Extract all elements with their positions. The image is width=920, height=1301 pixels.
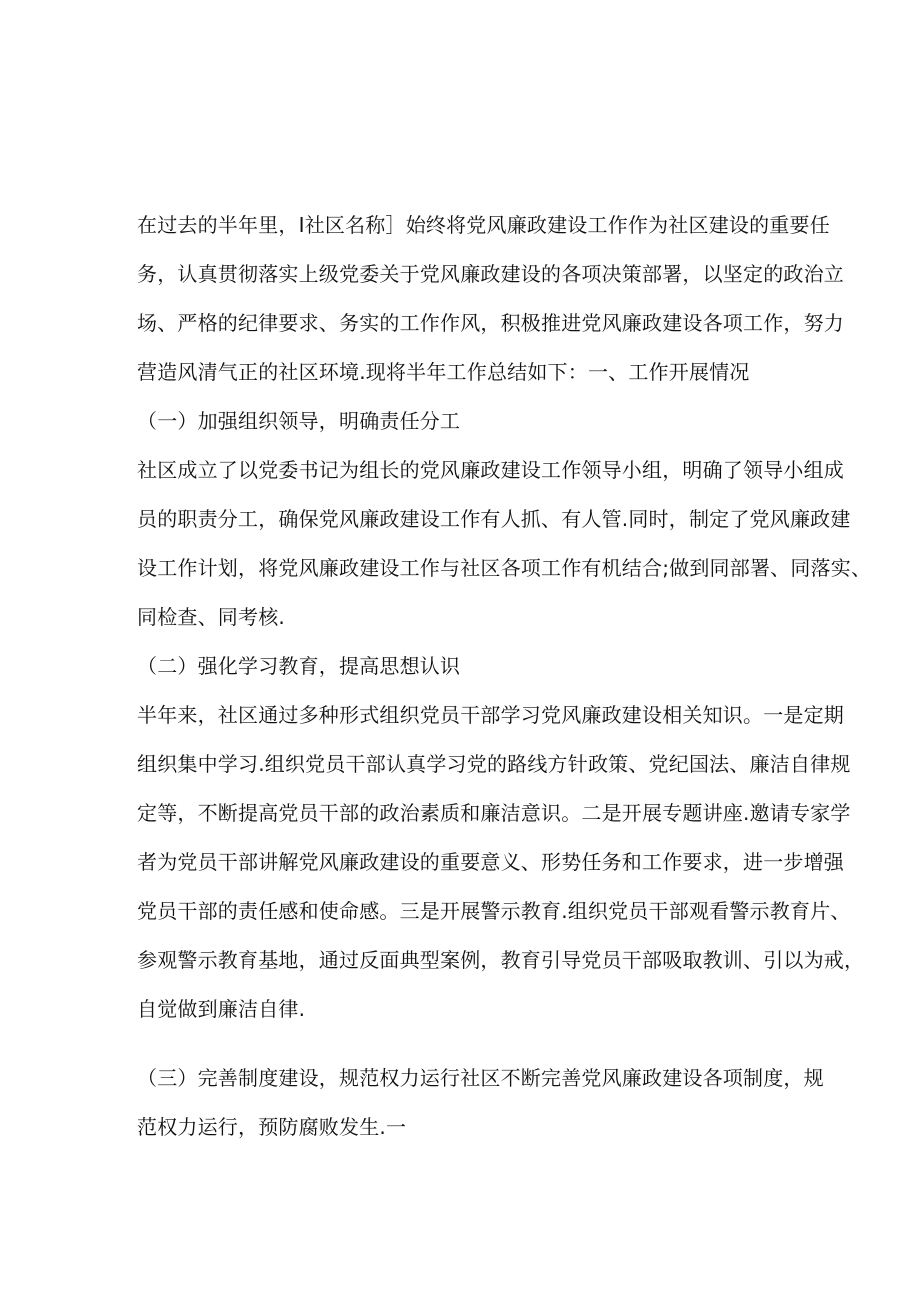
paragraph-3-line-4: 者为党员干部讲解党风廉政建设的重要意义、形势任务和工作要求，进一步增强 — [137, 850, 844, 874]
paragraph-3-line-3: 定等，不断提高党员干部的政治素质和廉洁意识。二是开展专题讲座.邀请专家学 — [137, 801, 851, 825]
paragraph-3-line-6: 参观警示教育基地，通过反面典型案例，教育引导党员干部吸取教训、引以为戒， — [137, 948, 865, 972]
paragraph-2-line-2: 员的职责分工，确保党风廉政建设工作有人抓、有人管.同时，制定了党风廉政建 — [137, 507, 851, 531]
paragraph-3-line-5: 党员干部的责任感和使命感。三是开展警示教育.组织党员干部观看警示教育片、 — [137, 899, 851, 923]
paragraph-3-line-1: 半年来，社区通过多种形式组织党员干部学习党风廉政建设相关知识。一是定期 — [137, 703, 844, 727]
paragraph-2-line-4: 同检查、同考核. — [137, 605, 285, 629]
paragraph-2-line-1: 社区成立了以党委书记为组长的党风廉政建设工作领导小组，明确了领导小组成 — [137, 458, 844, 482]
paragraph-1-line-1: 在过去的半年里，I社区名称］始终将党风廉政建设工作作为社区建设的重要任 — [137, 213, 830, 237]
paragraph-4-line-2: 范权力运行，预防腐败发生.一 — [137, 1115, 407, 1139]
section-heading-1: （一）加强组织领导，明确责任分工 — [137, 409, 461, 433]
paragraph-3-line-7: 自觉做到廉洁自律. — [137, 997, 306, 1021]
paragraph-3-line-2: 组织集中学习.组织党员干部认真学习党的路线方针政策、党纪国法、廉洁自律规 — [137, 752, 851, 776]
paragraph-1-line-3: 场、严格的纪律要求、务实的工作作风，积极推进党风廉政建设各项工作，努力 — [137, 311, 844, 335]
section-heading-2: （二）强化学习教育，提高思想认识 — [137, 654, 461, 678]
paragraph-4-line-1: （三）完善制度建设，规范权力运行社区不断完善党风廉政建设各项制度，规 — [137, 1066, 824, 1090]
paragraph-2-line-3: 设工作计划，将党风廉政建设工作与社区各项工作有机结合;做到同部署、同落实、 — [137, 556, 872, 580]
paragraph-1-line-2: 务，认真贯彻落实上级党委关于党风廉政建设的各项决策部署，以坚定的政治立 — [137, 262, 844, 286]
paragraph-1-line-4: 营造风清气正的社区环境.现将半年工作总结如下：一、工作开展情况 — [137, 360, 750, 384]
